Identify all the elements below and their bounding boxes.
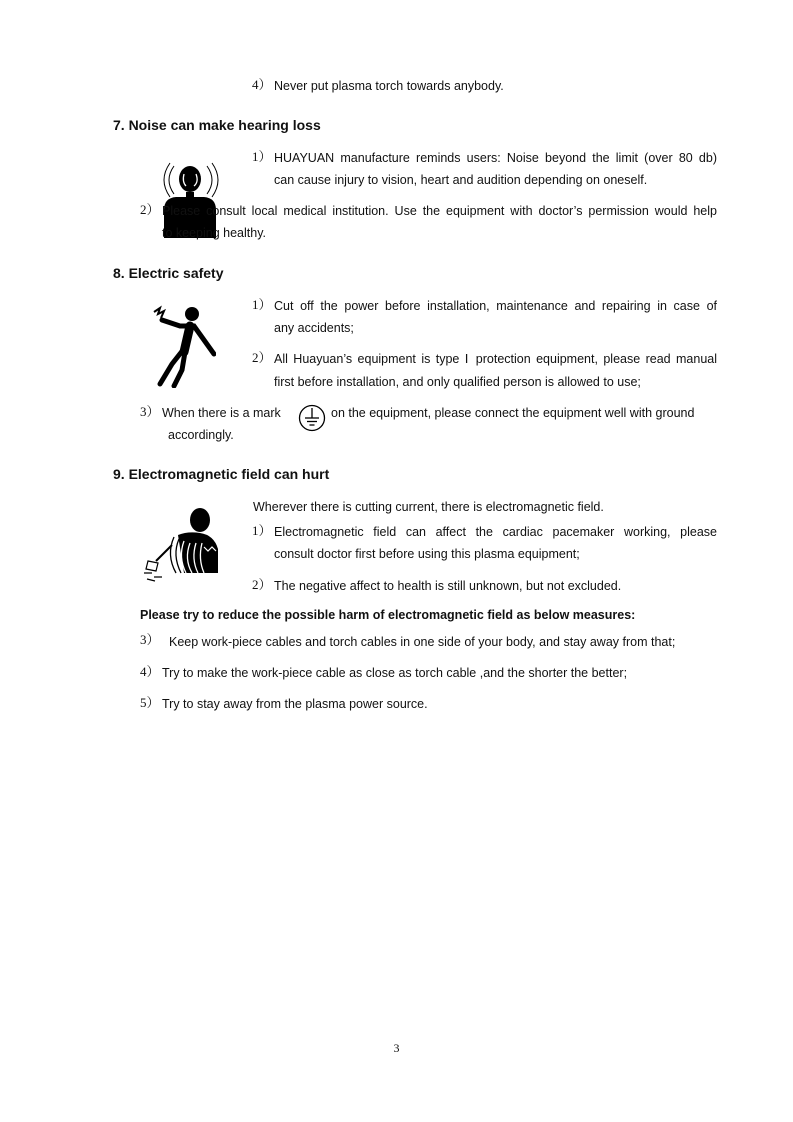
list-number: 1） xyxy=(252,297,272,312)
measures-heading: Please try to reduce the possible harm of electromagnetic field as below measures: xyxy=(140,608,636,622)
list-item-text: to keeping healthy. xyxy=(162,226,267,240)
list-item-text: Cut off the power before installation, maintenance and repairing in case of xyxy=(274,299,717,313)
ground-symbol-icon xyxy=(298,404,326,432)
list-item-text: Keep work-piece cables and torch cables in one side of your body, and stay away from that; xyxy=(169,635,676,649)
list-number: 1） xyxy=(252,149,272,164)
electromagnetic-field-warning-icon xyxy=(144,507,222,583)
list-number: 3） xyxy=(140,404,160,419)
list-item-text: Please consult local medical institution. Use the equipment with doctor’s permission would help xyxy=(162,204,717,218)
section-heading-electric: 8. Electric safety xyxy=(113,265,224,281)
list-number: 4） xyxy=(252,77,272,92)
list-number: 4） xyxy=(140,664,160,679)
list-item-text: HUAYUAN manufacture reminds users: Noise beyond the limit (over 80 db) xyxy=(274,151,717,165)
list-number: 2） xyxy=(252,577,272,592)
list-number: 5） xyxy=(140,695,160,710)
list-item-text: accordingly. xyxy=(168,428,234,442)
list-number: 3） xyxy=(140,632,160,647)
list-item-text: The negative affect to health is still unknown, but not excluded. xyxy=(274,579,622,593)
list-number: 2） xyxy=(252,350,272,365)
list-item-text: can cause injury to vision, heart and audition depending on oneself. xyxy=(274,173,648,187)
list-item-text: consult doctor first before using this plasma equipment; xyxy=(274,547,580,561)
list-number: 1） xyxy=(252,523,272,538)
page-number: 3 xyxy=(393,1041,400,1055)
list-item-text: Never put plasma torch towards anybody. xyxy=(274,79,504,93)
list-item-text: Try to stay away from the plasma power source. xyxy=(162,697,428,711)
section-heading-electromagnetic: 9. Electromagnetic field can hurt xyxy=(113,466,330,482)
list-item-text: When there is a mark xyxy=(162,406,281,420)
section-heading-noise: 7. Noise can make hearing loss xyxy=(113,117,321,133)
list-item-text: any accidents; xyxy=(274,321,354,335)
list-number: 2） xyxy=(140,202,160,217)
list-item-text: first before installation, and only qualified person is allowed to use; xyxy=(274,375,641,389)
paragraph-text: Wherever there is cutting current, there is electromagnetic field. xyxy=(253,500,604,514)
list-item-text: All Huayuan’s equipment is type Ⅰ protection equipment, please read manual xyxy=(274,352,717,366)
list-item-text: Electromagnetic field can affect the cardiac pacemaker working, please xyxy=(274,525,717,539)
list-item-text: Try to make the work-piece cable as close as torch cable ,and the shorter the better; xyxy=(162,666,628,680)
list-item-text: on the equipment, please connect the equipment well with ground xyxy=(331,406,695,420)
electric-shock-warning-icon xyxy=(152,304,216,388)
